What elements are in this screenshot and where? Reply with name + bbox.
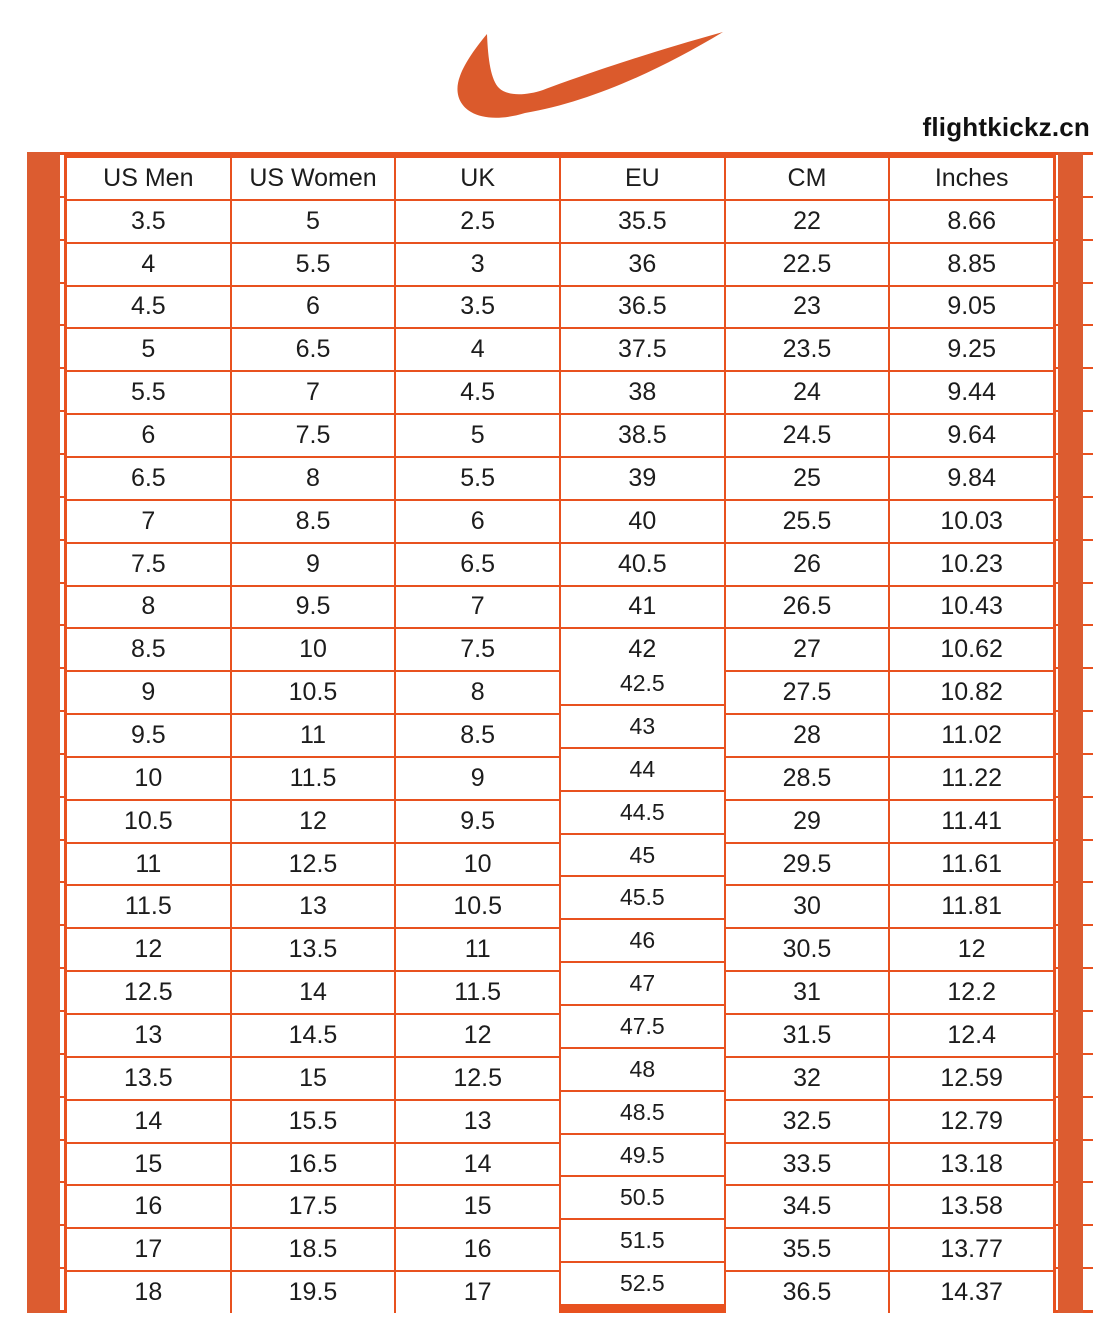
column-header-uk: UK bbox=[396, 158, 559, 199]
right-gridline-stub-strip bbox=[1083, 152, 1093, 1313]
table-cell: 4.5 bbox=[67, 287, 230, 328]
stub-strip-segment bbox=[1083, 1141, 1093, 1182]
stub-strip-segment bbox=[1083, 969, 1093, 1010]
stub-strip-segment bbox=[1083, 241, 1093, 282]
stub-strip-segment bbox=[1083, 155, 1093, 196]
table-cell: 15 bbox=[396, 1186, 559, 1227]
table-cell: 12.4 bbox=[890, 1015, 1053, 1056]
table-cell: 11.5 bbox=[396, 972, 559, 1013]
table-cell: 31.5 bbox=[726, 1015, 889, 1056]
table-cell: 14.5 bbox=[232, 1015, 395, 1056]
stub-strip-segment bbox=[1083, 584, 1093, 625]
table-cell: 11.5 bbox=[232, 758, 395, 799]
table-cell: 12 bbox=[67, 929, 230, 970]
table-cell: 6 bbox=[67, 415, 230, 456]
table-cell: 45.5 bbox=[561, 877, 724, 918]
column-header-cm: CM bbox=[726, 158, 889, 199]
size-chart-sheet bbox=[27, 152, 1093, 1313]
table-cell: 38.5 bbox=[561, 415, 724, 456]
stub-strip-segment bbox=[1083, 798, 1093, 839]
table-cell: 41 bbox=[561, 587, 724, 628]
table-cell: 10.23 bbox=[890, 544, 1053, 585]
table-cell: 14.37 bbox=[890, 1272, 1053, 1313]
table-cell: 5.5 bbox=[67, 372, 230, 413]
table-cell: 10 bbox=[396, 844, 559, 885]
table-cell: 44 bbox=[561, 749, 724, 790]
table-cell: 14 bbox=[396, 1144, 559, 1185]
table-cell: 9.84 bbox=[890, 458, 1053, 499]
table-cell: 10 bbox=[232, 629, 395, 670]
table-cell: 13 bbox=[232, 886, 395, 927]
table-cell: 12.79 bbox=[890, 1101, 1053, 1142]
table-cell: 34.5 bbox=[726, 1186, 889, 1227]
table-cell: 11 bbox=[396, 929, 559, 970]
table-cell: 4.5 bbox=[396, 372, 559, 413]
table-cell: 42 bbox=[561, 629, 724, 670]
table-cell: 29 bbox=[726, 801, 889, 842]
table-cell: 13.58 bbox=[890, 1186, 1053, 1227]
table-cell: 40 bbox=[561, 501, 724, 542]
table-cell: 10.5 bbox=[67, 801, 230, 842]
table-cell: 47 bbox=[561, 963, 724, 1004]
table-cell: 12 bbox=[396, 1015, 559, 1056]
table-cell: 8 bbox=[232, 458, 395, 499]
table-cell: 4 bbox=[67, 244, 230, 285]
table-cell: 13.18 bbox=[890, 1144, 1053, 1185]
column-header-us-men: US Men bbox=[67, 158, 230, 199]
table-cell: 12 bbox=[890, 929, 1053, 970]
table-cell: 50.5 bbox=[561, 1177, 724, 1218]
table-cell: 10.5 bbox=[232, 672, 395, 713]
stub-strip-segment bbox=[1083, 326, 1093, 367]
table-cell: 28 bbox=[726, 715, 889, 756]
table-cell: 30 bbox=[726, 886, 889, 927]
table-cell: 36.5 bbox=[561, 287, 724, 328]
table-cell: 8.66 bbox=[890, 201, 1053, 242]
table-cell: 7 bbox=[396, 587, 559, 628]
table-cell: 12.59 bbox=[890, 1058, 1053, 1099]
table-cell: 9.44 bbox=[890, 372, 1053, 413]
table-cell: 9 bbox=[396, 758, 559, 799]
table-cell: 18.5 bbox=[232, 1229, 395, 1270]
table-cell: 51.5 bbox=[561, 1220, 724, 1261]
table-cell: 43 bbox=[561, 706, 724, 747]
stub-strip-segment bbox=[1083, 455, 1093, 496]
table-cell: 9.25 bbox=[890, 329, 1053, 370]
table-cell: 5 bbox=[67, 329, 230, 370]
table-cell: 32 bbox=[726, 1058, 889, 1099]
table-cell: 4 bbox=[396, 329, 559, 370]
table-cell: 38 bbox=[561, 372, 724, 413]
table-cell: 10.62 bbox=[890, 629, 1053, 670]
table-cell: 30.5 bbox=[726, 929, 889, 970]
column-header-eu: EU bbox=[561, 158, 724, 199]
table-cell: 7.5 bbox=[67, 544, 230, 585]
table-cell: 5 bbox=[396, 415, 559, 456]
table-cell: 6 bbox=[396, 501, 559, 542]
size-chart-table bbox=[64, 152, 1056, 1313]
table-cell: 26.5 bbox=[726, 587, 889, 628]
table-cell: 13.5 bbox=[232, 929, 395, 970]
table-cell: 13.77 bbox=[890, 1229, 1053, 1270]
table-cell: 8.5 bbox=[396, 715, 559, 756]
table-cell: 6 bbox=[232, 287, 395, 328]
table-cell: 11.5 bbox=[67, 886, 230, 927]
table-cell: 48 bbox=[561, 1049, 724, 1090]
table-cell: 9.64 bbox=[890, 415, 1053, 456]
table-cell: 10.03 bbox=[890, 501, 1053, 542]
table-cell: 24.5 bbox=[726, 415, 889, 456]
stub-strip-segment bbox=[1083, 369, 1093, 410]
stub-strip-segment bbox=[1083, 841, 1093, 882]
stub-strip-segment bbox=[1083, 284, 1093, 325]
table-cell: 13.5 bbox=[67, 1058, 230, 1099]
table-cell: 5 bbox=[232, 201, 395, 242]
table-cell: 7 bbox=[232, 372, 395, 413]
table-cell: 44.5 bbox=[561, 792, 724, 833]
table-cell: 8.85 bbox=[890, 244, 1053, 285]
table-cell: 19.5 bbox=[232, 1272, 395, 1313]
stub-strip-segment bbox=[1083, 1183, 1093, 1224]
table-cell: 16 bbox=[396, 1229, 559, 1270]
table-cell: 6.5 bbox=[67, 458, 230, 499]
table-cell: 52.5 bbox=[561, 1263, 724, 1304]
table-cell: 46 bbox=[561, 920, 724, 961]
column-header-us-women: US Women bbox=[232, 158, 395, 199]
table-cell: 5.5 bbox=[232, 244, 395, 285]
table-cell: 17 bbox=[396, 1272, 559, 1313]
table-cell: 11 bbox=[232, 715, 395, 756]
table-cell: 18 bbox=[67, 1272, 230, 1313]
table-cell: 39 bbox=[561, 458, 724, 499]
stub-strip-segment bbox=[1083, 1269, 1093, 1310]
table-cell: 16.5 bbox=[232, 1144, 395, 1185]
table-cell: 27 bbox=[726, 629, 889, 670]
table-cell: 10.5 bbox=[396, 886, 559, 927]
table-cell: 11.41 bbox=[890, 801, 1053, 842]
table-cell: 10.43 bbox=[890, 587, 1053, 628]
table-cell: 6.5 bbox=[232, 329, 395, 370]
table-cell: 8 bbox=[396, 672, 559, 713]
table-cell: 35.5 bbox=[726, 1229, 889, 1270]
table-cell: 26 bbox=[726, 544, 889, 585]
table-cell: 12.5 bbox=[396, 1058, 559, 1099]
table-cell: 11.61 bbox=[890, 844, 1053, 885]
table-cell: 22 bbox=[726, 201, 889, 242]
table-cell: 33.5 bbox=[726, 1144, 889, 1185]
table-cell: 8 bbox=[67, 587, 230, 628]
table-cell: 11.22 bbox=[890, 758, 1053, 799]
watermark-text: flightkickz.cn bbox=[922, 112, 1090, 142]
table-cell: 24 bbox=[726, 372, 889, 413]
table-cell: 14 bbox=[67, 1101, 230, 1142]
stub-strip-segment bbox=[1083, 712, 1093, 753]
table-cell: 36 bbox=[561, 244, 724, 285]
table-cell: 16 bbox=[67, 1186, 230, 1227]
table-cell: 48.5 bbox=[561, 1092, 724, 1133]
table-cell: 32.5 bbox=[726, 1101, 889, 1142]
table-cell: 22.5 bbox=[726, 244, 889, 285]
stub-strip-segment bbox=[1083, 669, 1093, 710]
table-cell: 12 bbox=[232, 801, 395, 842]
stub-strip-segment bbox=[1083, 626, 1093, 667]
table-cell: 17 bbox=[67, 1229, 230, 1270]
table-cell: 6.5 bbox=[396, 544, 559, 585]
table-cell: 12.5 bbox=[232, 844, 395, 885]
table-cell: 15.5 bbox=[232, 1101, 395, 1142]
table-cell: 13 bbox=[396, 1101, 559, 1142]
table-cell: 47.5 bbox=[561, 1006, 724, 1047]
stub-strip-segment bbox=[1083, 541, 1093, 582]
table-cell: 29.5 bbox=[726, 844, 889, 885]
stub-strip-segment bbox=[1083, 883, 1093, 924]
column-header-inches: Inches bbox=[890, 158, 1053, 199]
stub-strip-segment bbox=[1083, 1055, 1093, 1096]
table-cell: 37.5 bbox=[561, 329, 724, 370]
stub-strip-segment bbox=[1083, 1098, 1093, 1139]
table-cell: 3 bbox=[396, 244, 559, 285]
table-cell: 9.05 bbox=[890, 287, 1053, 328]
stub-strip-segment bbox=[1083, 755, 1093, 796]
table-cell: 13 bbox=[67, 1015, 230, 1056]
table-cell: 8.5 bbox=[232, 501, 395, 542]
nike-swoosh-logo bbox=[455, 30, 723, 118]
table-cell: 42.5 bbox=[561, 663, 724, 704]
table-cell: 9 bbox=[67, 672, 230, 713]
table-cell: 8.5 bbox=[67, 629, 230, 670]
table-cell: 14 bbox=[232, 972, 395, 1013]
table-cell: 45 bbox=[561, 835, 724, 876]
table-cell: 15 bbox=[67, 1144, 230, 1185]
table-cell: 9.5 bbox=[67, 715, 230, 756]
table-cell: 25.5 bbox=[726, 501, 889, 542]
table-cell: 5.5 bbox=[396, 458, 559, 499]
stub-strip-segment bbox=[1083, 1012, 1093, 1053]
stub-strip-segment bbox=[1083, 926, 1093, 967]
table-cell: 11.81 bbox=[890, 886, 1053, 927]
table-cell: 31 bbox=[726, 972, 889, 1013]
table-cell: 10 bbox=[67, 758, 230, 799]
table-cell: 35.5 bbox=[561, 201, 724, 242]
table-cell: 12.5 bbox=[67, 972, 230, 1013]
nike-swoosh-path bbox=[457, 32, 723, 118]
stub-strip-segment bbox=[1083, 498, 1093, 539]
table-cell: 3.5 bbox=[67, 201, 230, 242]
table-cell: 2.5 bbox=[396, 201, 559, 242]
table-cell: 11 bbox=[67, 844, 230, 885]
table-cell: 27.5 bbox=[726, 672, 889, 713]
table-cell: 7.5 bbox=[396, 629, 559, 670]
table-cell: 40.5 bbox=[561, 544, 724, 585]
table-cell: 28.5 bbox=[726, 758, 889, 799]
table-cell: 15 bbox=[232, 1058, 395, 1099]
table-cell: 10.82 bbox=[890, 672, 1053, 713]
stub-strip-segment bbox=[1083, 412, 1093, 453]
table-cell: 23 bbox=[726, 287, 889, 328]
table-cell: 7 bbox=[67, 501, 230, 542]
table-cell: 9 bbox=[232, 544, 395, 585]
table-cell: 49.5 bbox=[561, 1135, 724, 1176]
table-cell: 3.5 bbox=[396, 287, 559, 328]
stub-strip-segment bbox=[1083, 1226, 1093, 1267]
table-cell: 25 bbox=[726, 458, 889, 499]
table-cell: 11.02 bbox=[890, 715, 1053, 756]
table-cell: 9.5 bbox=[232, 587, 395, 628]
table-cell: 17.5 bbox=[232, 1186, 395, 1227]
table-cell: 23.5 bbox=[726, 329, 889, 370]
stub-strip-segment bbox=[1083, 198, 1093, 239]
table-cell: 36.5 bbox=[726, 1272, 889, 1313]
right-accent-bar bbox=[1058, 152, 1083, 1313]
left-accent-bar bbox=[27, 152, 60, 1313]
table-cell: 9.5 bbox=[396, 801, 559, 842]
table-cell: 12.2 bbox=[890, 972, 1053, 1013]
table-cell: 7.5 bbox=[232, 415, 395, 456]
